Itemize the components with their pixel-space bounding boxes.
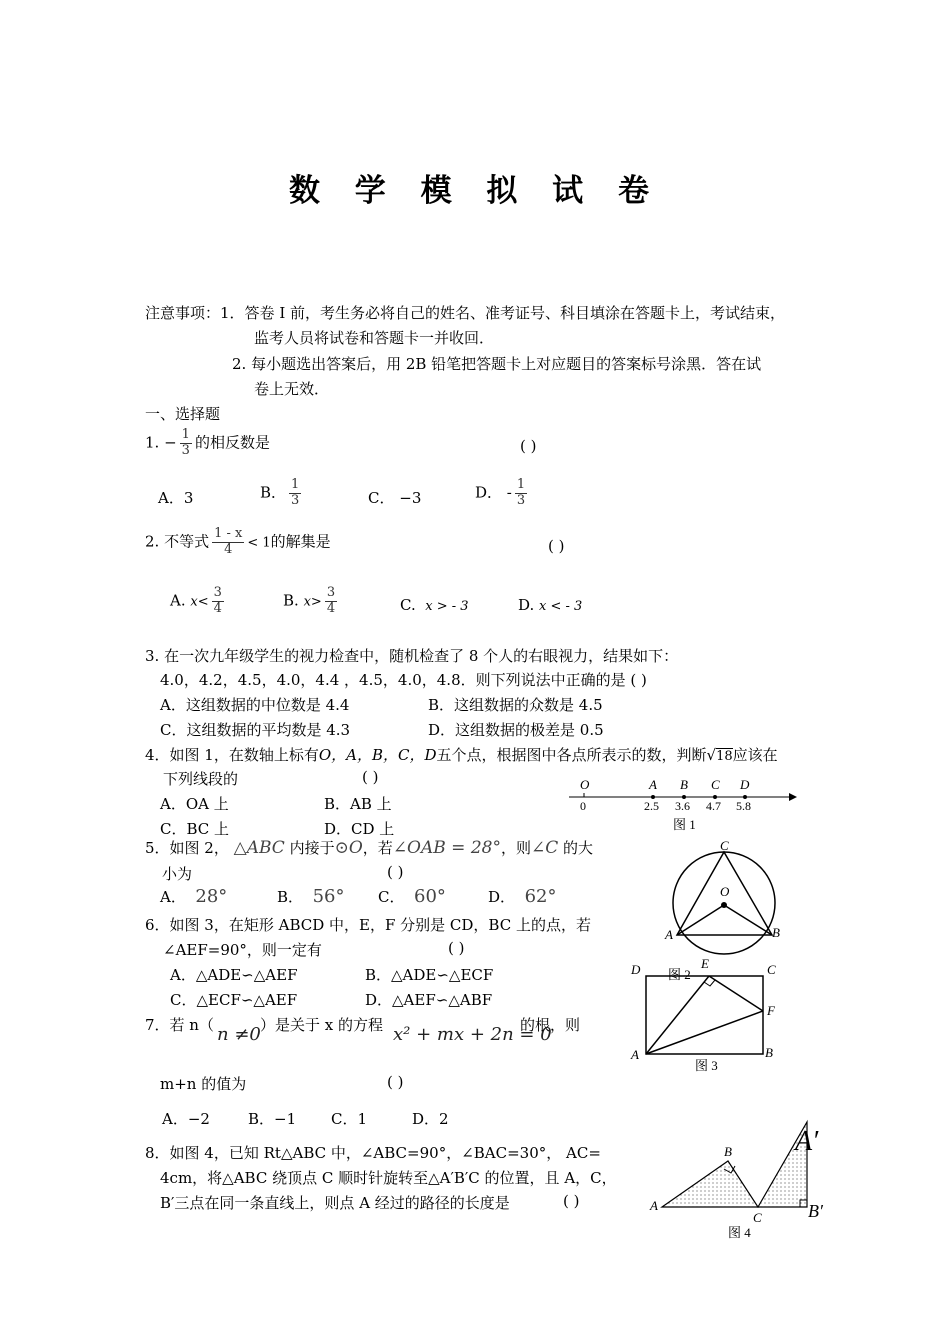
question-text: 内接于 xyxy=(289,839,335,857)
svg-text:O: O xyxy=(580,777,590,792)
frac-num: 1 xyxy=(181,427,190,442)
option-label: B． xyxy=(277,888,304,906)
svg-text:C: C xyxy=(711,777,720,792)
option-value: 28° xyxy=(195,886,228,907)
option-c xyxy=(400,596,469,614)
fraction xyxy=(325,586,337,617)
answer-paren: ( ) xyxy=(548,537,565,555)
frac-den: 3 xyxy=(516,492,526,508)
figure-1-number-line xyxy=(565,775,805,835)
option-value: 62° xyxy=(524,886,557,907)
svg-text:D: D xyxy=(740,777,750,792)
svg-text:5.8: 5.8 xyxy=(736,799,751,813)
option-a: A．△ADE∽△AEF xyxy=(170,966,298,984)
relation: > xyxy=(310,594,322,610)
angle-oab: ∠OAB = 28° xyxy=(392,838,501,858)
notice-item2-line1: 2. 每小题选出答案后，用 2B 铅笔把答题卡上对应题目的答案标号涂黑．答在试 xyxy=(232,355,762,373)
fraction xyxy=(289,478,301,509)
answer-paren: ( ) xyxy=(448,939,465,957)
option-c: C．△ECF∽△AEF xyxy=(170,991,298,1009)
question-7-text: ）是关于 x 的方程 xyxy=(260,1016,383,1034)
label-o: O xyxy=(720,884,730,899)
question-8-line1: 8．如图 4，已知 Rt△ABC 中，∠ABC=90°，∠BAC=30°， AC= xyxy=(145,1144,601,1162)
svg-text:2.5: 2.5 xyxy=(644,799,659,813)
var-x: x xyxy=(190,594,198,610)
question-7-text-end: 的根，则 xyxy=(520,1016,581,1034)
option-d: D．这组数据的极差是 0.5 xyxy=(428,721,604,739)
figure-caption: 图 1 xyxy=(673,817,696,832)
point-b xyxy=(675,777,690,813)
option-label: D． - xyxy=(475,483,512,502)
option-d: D．2 xyxy=(412,1110,449,1128)
question-7-line2: m+n 的值为 xyxy=(160,1075,247,1093)
question-text: 的大 xyxy=(563,839,594,857)
expression: x > - 3 xyxy=(425,599,469,614)
question-4-line1 xyxy=(145,744,778,765)
frac-den: 4 xyxy=(213,600,222,616)
segment-oa xyxy=(677,905,724,935)
question-3-line1: 3. 在一次九年级学生的视力检查中，随机检查了 8 个人的右眼视力，结果如下： xyxy=(145,647,679,665)
question-text: ，若 xyxy=(362,839,393,857)
question-text: 五个点，根据图中各点所表示的数，判断 xyxy=(436,746,707,764)
question-6-line2: ∠AEF=90°，则一定有 xyxy=(163,941,322,959)
question-2 xyxy=(145,527,331,558)
question-6-line1: 6．如图 3，在矩形 ABCD 中，E，F 分别是 CD，BC 上的点，若 xyxy=(145,916,591,934)
answer-paren: ( ) xyxy=(387,1073,404,1091)
frac-num: 1 xyxy=(516,477,526,492)
fraction xyxy=(515,478,527,509)
angle-c: ∠C xyxy=(530,838,559,858)
question-1 xyxy=(145,428,270,459)
label-b: B xyxy=(765,1045,773,1060)
option-d: D．CD 上 xyxy=(324,820,395,838)
question-text: 4．如图 1，在数轴上标有 xyxy=(145,746,319,764)
frac-num: 3 xyxy=(213,585,222,600)
label-b: B xyxy=(724,1144,732,1159)
frac-num: 3 xyxy=(326,585,336,600)
option-label: A． xyxy=(160,888,186,906)
notice-item1-line2: 监考人员将试卷和答题卡一并收回． xyxy=(254,329,495,347)
section-heading: 一、选择题 xyxy=(145,405,221,423)
svg-text:3.6: 3.6 xyxy=(675,799,690,813)
triangle-abc: △ABC xyxy=(233,838,285,858)
figure-caption: 图 2 xyxy=(668,967,691,982)
notice-item2-line2: 卷上无效． xyxy=(254,380,330,398)
svg-text:0: 0 xyxy=(580,799,586,813)
page-title: 数 学 模 拟 试 卷 xyxy=(289,173,661,209)
frac-num: 1 xyxy=(291,477,300,492)
rectangle-abcd xyxy=(646,976,763,1054)
question-text: 2. 不等式 xyxy=(145,532,210,551)
equation: x² + mx + 2n = 0 xyxy=(393,1024,552,1045)
svg-text:A: A xyxy=(649,777,657,792)
option-b: B．AB 上 xyxy=(324,795,392,813)
option-c: C．这组数据的平均数是 4.3 xyxy=(160,721,351,739)
center-dot xyxy=(721,902,727,908)
label-b: B xyxy=(772,925,780,940)
point-c xyxy=(706,777,721,813)
frac-den: 4 xyxy=(224,541,233,557)
option-a xyxy=(170,586,227,617)
option-label: B． xyxy=(260,483,287,502)
point-o xyxy=(580,777,590,813)
label-a: A xyxy=(665,927,673,942)
label-f: F xyxy=(767,1003,775,1018)
question-text: 的解集是 xyxy=(270,532,331,551)
var-x: x xyxy=(303,594,311,610)
answer-paren: ( ) xyxy=(520,437,537,455)
condition-expression: n ≠0 xyxy=(217,1024,261,1045)
frac-num: 1 - x xyxy=(214,526,243,541)
label-d: D xyxy=(631,962,641,977)
question-7-line1 xyxy=(145,1014,214,1035)
segment-ef xyxy=(709,976,763,1011)
question-3-line2: 4.0，4.2，4.5，4.0，4.4 ，4.5，4.0，4.8．则下列说法中正确的是 ( ) xyxy=(160,671,647,689)
point-a xyxy=(644,777,659,813)
figure-caption: 图 4 xyxy=(728,1225,751,1240)
relation: < xyxy=(197,594,209,610)
option-d xyxy=(518,596,582,614)
option-a: A．3 xyxy=(158,489,194,507)
point-names: O，A，B，C，D xyxy=(318,746,437,764)
option-a xyxy=(160,886,227,907)
option-label: A. xyxy=(170,591,186,610)
arrow-head xyxy=(789,793,797,801)
label-e: E xyxy=(701,956,709,971)
option-b xyxy=(260,478,304,509)
notice-item1-text: 1．答卷 I 前，考生务必将自己的姓名、准考证号、科目填涂在答题卡上，考试结束， xyxy=(220,304,786,322)
option-c: C．BC 上 xyxy=(160,820,230,838)
fraction xyxy=(212,586,224,617)
option-label: D. xyxy=(518,596,535,614)
frac-den: 3 xyxy=(291,492,300,508)
figure-4-rotation xyxy=(640,1110,840,1245)
option-a: A．−2 xyxy=(162,1110,210,1128)
circle-o: ⊙O xyxy=(334,838,363,858)
frac-den: 4 xyxy=(326,600,336,616)
answer-paren: ( ) xyxy=(362,768,379,786)
label-c: C xyxy=(767,962,776,977)
option-label: C. xyxy=(400,596,416,614)
question-text: 7．若 n（ xyxy=(145,1016,214,1034)
option-value: 56° xyxy=(312,886,345,907)
triangle-abc xyxy=(662,1161,758,1207)
segment-ob xyxy=(724,905,772,935)
question-number: 1. xyxy=(145,433,160,452)
option-label: C． xyxy=(378,888,405,906)
question-text: 的相反数是 xyxy=(194,433,270,452)
label-a: A xyxy=(631,1047,639,1062)
option-b: B．−1 xyxy=(248,1110,297,1128)
figure-3-rectangle xyxy=(625,955,795,1075)
option-label: B. xyxy=(283,591,299,610)
answer-paren: ( ) xyxy=(563,1192,580,1210)
option-label: D． xyxy=(488,888,516,906)
frac-den: 3 xyxy=(181,442,190,458)
figure-caption: 图 3 xyxy=(695,1058,718,1073)
question-5-line2: 小为 xyxy=(162,865,193,883)
option-a: A．这组数据的中位数是 4.4 xyxy=(160,696,350,714)
fraction xyxy=(180,428,192,459)
point-d xyxy=(736,777,751,813)
question-8-line3: B′三点在同一条直线上，则点 A 经过的路径的长度是 xyxy=(160,1194,510,1212)
option-c: C．1 xyxy=(331,1110,368,1128)
question-text: 5．如图 2， xyxy=(145,839,229,857)
svg-text:B: B xyxy=(680,777,688,792)
option-c: C． −3 xyxy=(368,489,422,507)
question-4-line2: 下列线段的 xyxy=(163,770,239,788)
option-c xyxy=(378,886,446,907)
label-b-prime: B′ xyxy=(808,1201,823,1221)
fraction xyxy=(212,527,244,558)
option-b: B．这组数据的众数是 4.5 xyxy=(428,696,603,714)
label-a-prime: A′ xyxy=(795,1126,819,1157)
notice-label: 注意事项： xyxy=(145,304,221,322)
minus-sign: − xyxy=(164,433,177,452)
question-5-line1 xyxy=(145,837,593,858)
option-d xyxy=(488,886,556,907)
sqrt-symbol: √ xyxy=(706,746,717,764)
expression: x < - 3 xyxy=(539,599,583,614)
label-a: A xyxy=(650,1198,658,1213)
answer-paren: ( ) xyxy=(387,863,404,881)
option-b: B．△ADE∽△ECF xyxy=(365,966,494,984)
question-text: ，则 xyxy=(500,839,531,857)
sqrt-value: 18 xyxy=(716,749,733,764)
option-b xyxy=(283,586,340,617)
notice-item1-line1 xyxy=(145,302,785,323)
question-text: 应该在 xyxy=(732,746,778,764)
label-c: C xyxy=(753,1210,762,1225)
option-value: 60° xyxy=(414,886,446,907)
label-c: C xyxy=(720,838,729,853)
svg-text:4.7: 4.7 xyxy=(706,799,721,813)
relation: < 1 xyxy=(247,535,271,551)
option-d: D．△AEF∽△ABF xyxy=(365,991,493,1009)
question-8-line2: 4cm，将△ABC 绕顶点 C 顺时针旋转至△A′B′C 的位置，且 A，C， xyxy=(160,1169,617,1187)
option-b xyxy=(277,886,344,907)
option-a: A．OA 上 xyxy=(160,795,229,813)
option-d xyxy=(475,478,530,509)
